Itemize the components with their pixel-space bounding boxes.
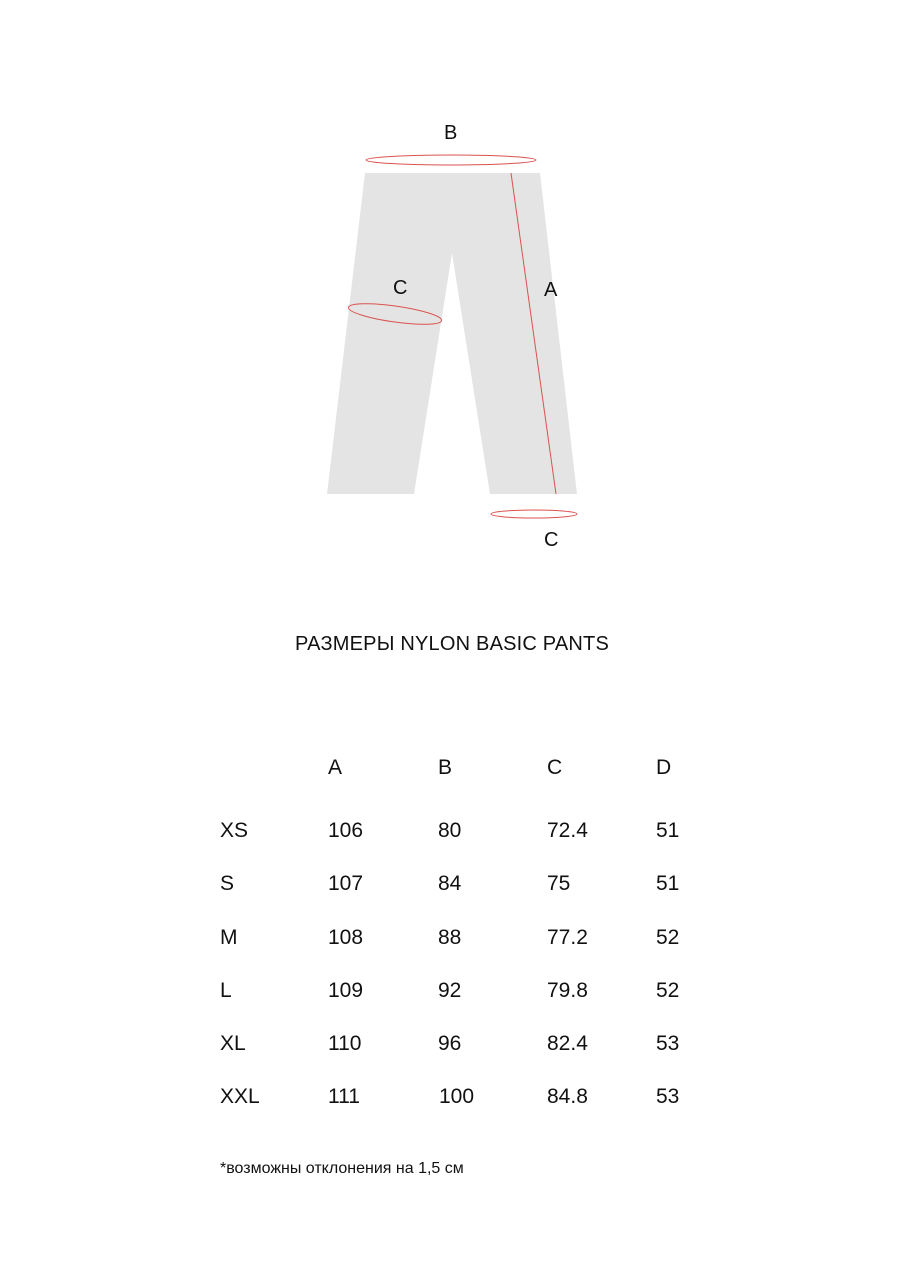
- hem-measure-ellipse: [491, 510, 577, 518]
- table-cell: 108: [328, 926, 364, 949]
- table-cell: 84.8: [547, 1085, 588, 1108]
- column-header: D: [656, 756, 672, 779]
- column-header: B: [438, 756, 453, 779]
- table-cell: 51: [656, 819, 680, 842]
- waist-label: B: [444, 122, 458, 144]
- column-header: A: [328, 756, 343, 779]
- table-cell: 79.8: [547, 979, 588, 1002]
- size-label: XS: [220, 819, 249, 842]
- size-label: L: [220, 979, 232, 1002]
- hem-label: C: [544, 529, 559, 551]
- table-cell: 110: [328, 1032, 362, 1055]
- table-cell: 109: [328, 979, 364, 1002]
- table-cell: 51: [656, 872, 680, 895]
- column-header: C: [547, 756, 563, 779]
- table-cell: 107: [328, 872, 364, 895]
- table-cell: 53: [656, 1032, 680, 1055]
- size-label: M: [220, 926, 238, 949]
- length-label: A: [544, 279, 558, 301]
- table-cell: 53: [656, 1085, 680, 1108]
- table-cell: 100: [439, 1085, 475, 1108]
- page-title: РАЗМЕРЫ NYLON BASIC PANTS: [294, 633, 610, 655]
- waist-measure-ellipse: [366, 155, 536, 165]
- table-cell: 75: [547, 872, 571, 895]
- size-label: XXL: [220, 1085, 260, 1108]
- table-cell: 52: [656, 979, 680, 1002]
- table-cell: 82.4: [547, 1032, 588, 1055]
- thigh-label: C: [393, 277, 408, 299]
- pants-illustration: [0, 0, 904, 600]
- table-cell: 92: [438, 979, 462, 1002]
- size-label: XL: [220, 1032, 246, 1055]
- table-cell: 80: [438, 819, 462, 842]
- pants-diagram: [0, 0, 904, 600]
- table-cell: 52: [656, 926, 680, 949]
- table-cell: 88: [438, 926, 462, 949]
- table-cell: 106: [328, 819, 364, 842]
- table-cell: 111: [328, 1085, 360, 1108]
- table-cell: 77.2: [547, 926, 588, 949]
- table-cell: 84: [438, 872, 462, 895]
- size-label: S: [220, 872, 235, 895]
- pants-shape: [327, 173, 577, 494]
- deviation-note: *возможны отклонения на 1,5 см: [220, 1160, 464, 1177]
- table-cell: 96: [438, 1032, 462, 1055]
- table-cell: 72.4: [547, 819, 588, 842]
